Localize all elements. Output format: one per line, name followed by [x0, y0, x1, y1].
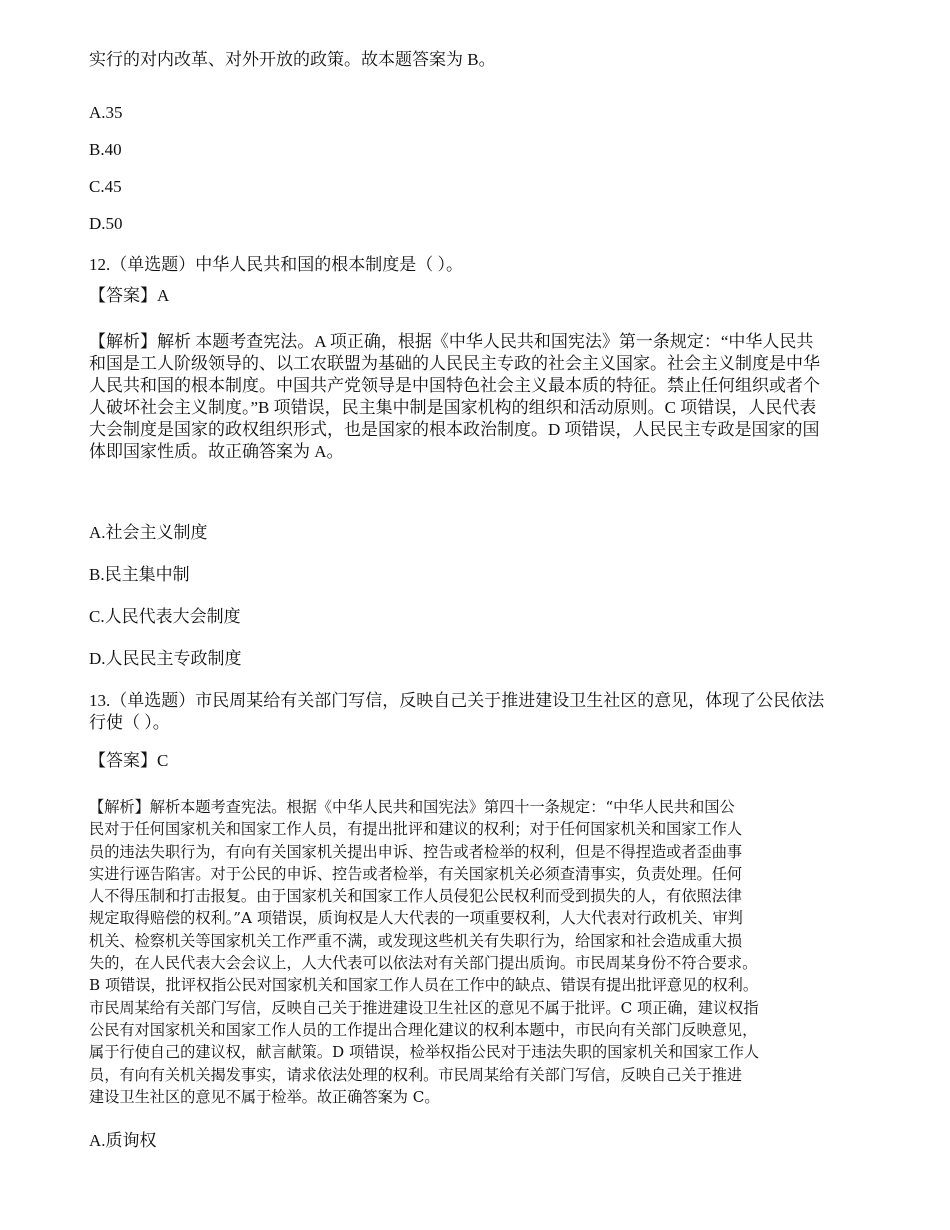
q12-analysis-line: 体即国家性质。故正确答案为 A。: [89, 442, 344, 461]
prev-option-b: B.40: [89, 140, 122, 159]
q13-analysis-line: 市民周某给有关部门写信，反映自己关于推进建设卫生社区的意见不属于批评。C 项正确，建议权指: [89, 998, 759, 1017]
q13-analysis-line: 失的，在人民代表大会会议上，人大代表可以依法对有关部门提出质询。市民周某身份不符合要求。: [89, 954, 758, 973]
q12-analysis-line: 和国是工人阶级领导的、以工农联盟为基础的人民民主专政的社会主义国家。社会主义制度是中华: [89, 354, 820, 373]
q12-option-c: C.人民代表大会制度: [89, 607, 241, 626]
q12-option-a: A.社会主义制度: [89, 523, 208, 542]
prev-option-c: C.45: [89, 177, 122, 196]
q13-analysis-line: 员的违法失职行为，有向有关国家机关提出申诉、控告或者检举的权利，但是不得捏造或者歪曲事: [89, 842, 743, 861]
intro-line: 实行的对内改革、对外开放的政策。故本题答案为 B。: [89, 50, 496, 69]
q13-analysis-line: 【解析】解析本题考查宪法。根据《中华人民共和国宪法》第四十一条规定：“中华人民共和国公: [89, 798, 735, 816]
q12-option-b: B.民主集中制: [89, 565, 190, 584]
q13-analysis-line: 公民有对国家机关和国家工作人员的工作提出合理化建议的权利本题中，市民向有关部门反映意见，: [89, 1020, 758, 1039]
q13-analysis-line: 人不得压制和打击报复。由于国家机关和国家工作人员侵犯公民权利而受到损失的人，有依照法律: [89, 887, 743, 906]
q13-question-line: 13.（单选题）市民周某给有关部门写信，反映自己关于推进建设卫生社区的意见，体现了公民依法: [89, 691, 825, 710]
q13-analysis-line: 民对于任何国家机关和国家工作人员，有提出批评和建议的权利；对于任何国家机关和国家工作人: [89, 820, 743, 839]
q13-analysis-line: 机关、检察机关等国家机关工作严重不满，或发现这些机关有失职行为，给国家和社会造成重大损: [89, 931, 743, 950]
q12-analysis: [89, 331, 907, 463]
q12-answer: 【答案】A: [89, 286, 170, 305]
q12-question: 12.（单选题）中华人民共和国的根本制度是（ ）。: [89, 255, 463, 274]
q13-analysis: [89, 796, 907, 1108]
q13-question: [89, 690, 907, 734]
q13-analysis-line: 建设卫生社区的意见不属于检举。故正确答案为 C。: [89, 1087, 440, 1106]
q13-option-a: A.质询权: [89, 1131, 157, 1150]
q13-analysis-line: B 项错误，批评权指公民对国家机关和国家工作人员在工作中的缺点、错误有提出批评意见的权利。: [89, 976, 759, 995]
prev-option-a: A.35: [89, 103, 123, 122]
q12-option-d: D.人民民主专政制度: [89, 649, 242, 668]
q12-analysis-line: 【解析】解析 本题考查宪法。A 项正确，根据《中华人民共和国宪法》第一条规定：“中华人民共: [89, 332, 814, 351]
q12-analysis-line: 大会制度是国家的政权组织形式，也是国家的根本政治制度。D 项错误，人民民主专政是国家的国: [89, 420, 820, 439]
q13-analysis-line: 属于行使自己的建议权，献言献策。D 项错误，检举权指公民对于违法失职的国家机关和国家工作人: [89, 1043, 760, 1062]
q13-question-line: 行使（ ）。: [89, 713, 170, 732]
q13-analysis-line: 员，有向有关机关揭发事实，请求依法处理的权利。市民周某给有关部门写信，反映自己关于推进: [89, 1065, 743, 1084]
q12-analysis-line: 人民共和国的根本制度。中国共产党领导是中国特色社会主义最本质的特征。禁止任何组织或者个: [89, 376, 820, 395]
q13-analysis-line: 规定取得赔偿的权利。”A 项错误，质询权是人大代表的一项重要权利，人大代表对行政机关、审判: [89, 909, 743, 928]
q13-analysis-line: 实进行诬告陷害。对于公民的申诉、控告或者检举，有关国家机关必须查清事实，负责处理。任何: [89, 864, 743, 883]
q13-answer: 【答案】C: [89, 751, 169, 770]
prev-option-d: D.50: [89, 214, 123, 233]
q12-analysis-line: 人破坏社会主义制度。”B 项错误，民主集中制是国家机构的组织和活动原则。C 项错误，人民代表: [89, 398, 817, 417]
